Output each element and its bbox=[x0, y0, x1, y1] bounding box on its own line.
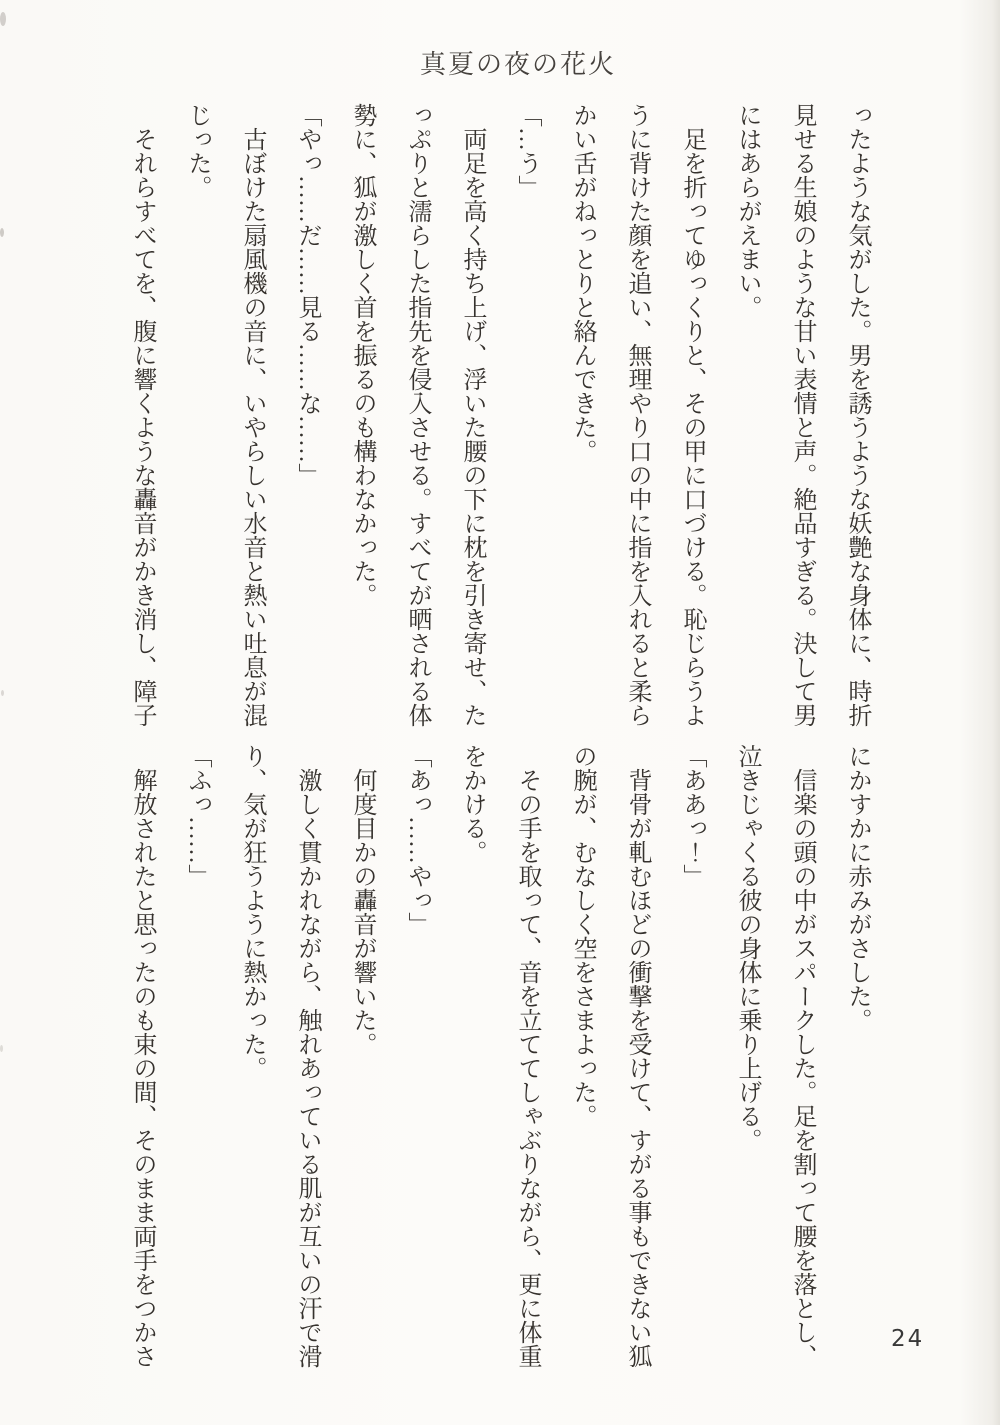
text-column: 泣きじゃくる彼の身体に乗り上げる。 bbox=[734, 744, 760, 1152]
text-column: 信楽の頭の中がスパークした。足を割って腰を落とし、 bbox=[789, 768, 815, 1368]
text-column: 「ああっ！」 bbox=[679, 744, 705, 888]
text-column: 「…う」 bbox=[514, 103, 540, 199]
text-column: り、気が狂うように熱かった。 bbox=[239, 744, 265, 1080]
text-column: その手を取って、音を立ててしゃぶりながら、更に体重 bbox=[514, 768, 540, 1368]
bottom-text-block bbox=[112, 744, 884, 1394]
text-column: 「あっ……やっ」 bbox=[404, 744, 430, 936]
text-column: をかける。 bbox=[459, 744, 485, 864]
text-column: っぷりと濡らした指先を侵入させる。すべてが晒される体 bbox=[404, 103, 430, 727]
text-column: 解放されたと思ったのも束の間、そのまま両手をつかさ bbox=[129, 768, 155, 1368]
text-column: 見せる生娘のような甘い表情と声。絶品すぎる。決して男 bbox=[789, 103, 815, 727]
text-column: それらすべてを、腹に響くような轟音がかき消し、障子 bbox=[129, 127, 155, 727]
text-column: 背骨が軋むほどの衝撃を受けて、すがる事もできない狐 bbox=[624, 768, 650, 1368]
page-title: 真夏の夜の花火 bbox=[419, 50, 616, 79]
scan-artifact bbox=[1, 690, 4, 696]
text-column: にかすかに赤みがさした。 bbox=[844, 744, 870, 1032]
text-column: 激しく貫かれながら、触れあっている肌が互いの汗で滑 bbox=[294, 768, 320, 1368]
text-column: 足を折ってゆっくりと、その甲に口づける。恥じらうよ bbox=[679, 127, 705, 727]
text-column: 両足を高く持ち上げ、浮いた腰の下に枕を引き寄せ、た bbox=[459, 127, 485, 727]
text-column: 「やっ……だ……見る……な……」 bbox=[294, 103, 320, 487]
text-column: 「ふっ……」 bbox=[184, 744, 210, 888]
page-number: 24 bbox=[891, 1326, 925, 1352]
text-column: うに背けた顔を追い、無理やり口の中に指を入れると柔ら bbox=[624, 103, 650, 727]
text-column: ったような気がした。男を誘うような妖艶な身体に、時折 bbox=[844, 103, 870, 727]
text-column: 古ぼけた扇風機の音に、いやらしい水音と熱い吐息が混 bbox=[239, 127, 265, 727]
text-column: の腕が、むなしく空をさまよった。 bbox=[569, 744, 595, 1128]
text-column: かい舌がねっとりと絡んできた。 bbox=[569, 103, 595, 463]
scan-artifact bbox=[0, 228, 4, 237]
scan-artifact bbox=[0, 12, 6, 26]
text-column: じった。 bbox=[184, 103, 210, 199]
text-column: にはあらがえまい。 bbox=[734, 103, 760, 319]
text-column: 何度目かの轟音が響いた。 bbox=[349, 768, 375, 1056]
scan-artifact bbox=[0, 1045, 3, 1052]
text-column: 勢に、狐が激しく首を振るのも構わなかった。 bbox=[349, 103, 375, 607]
top-text-block bbox=[112, 103, 884, 743]
